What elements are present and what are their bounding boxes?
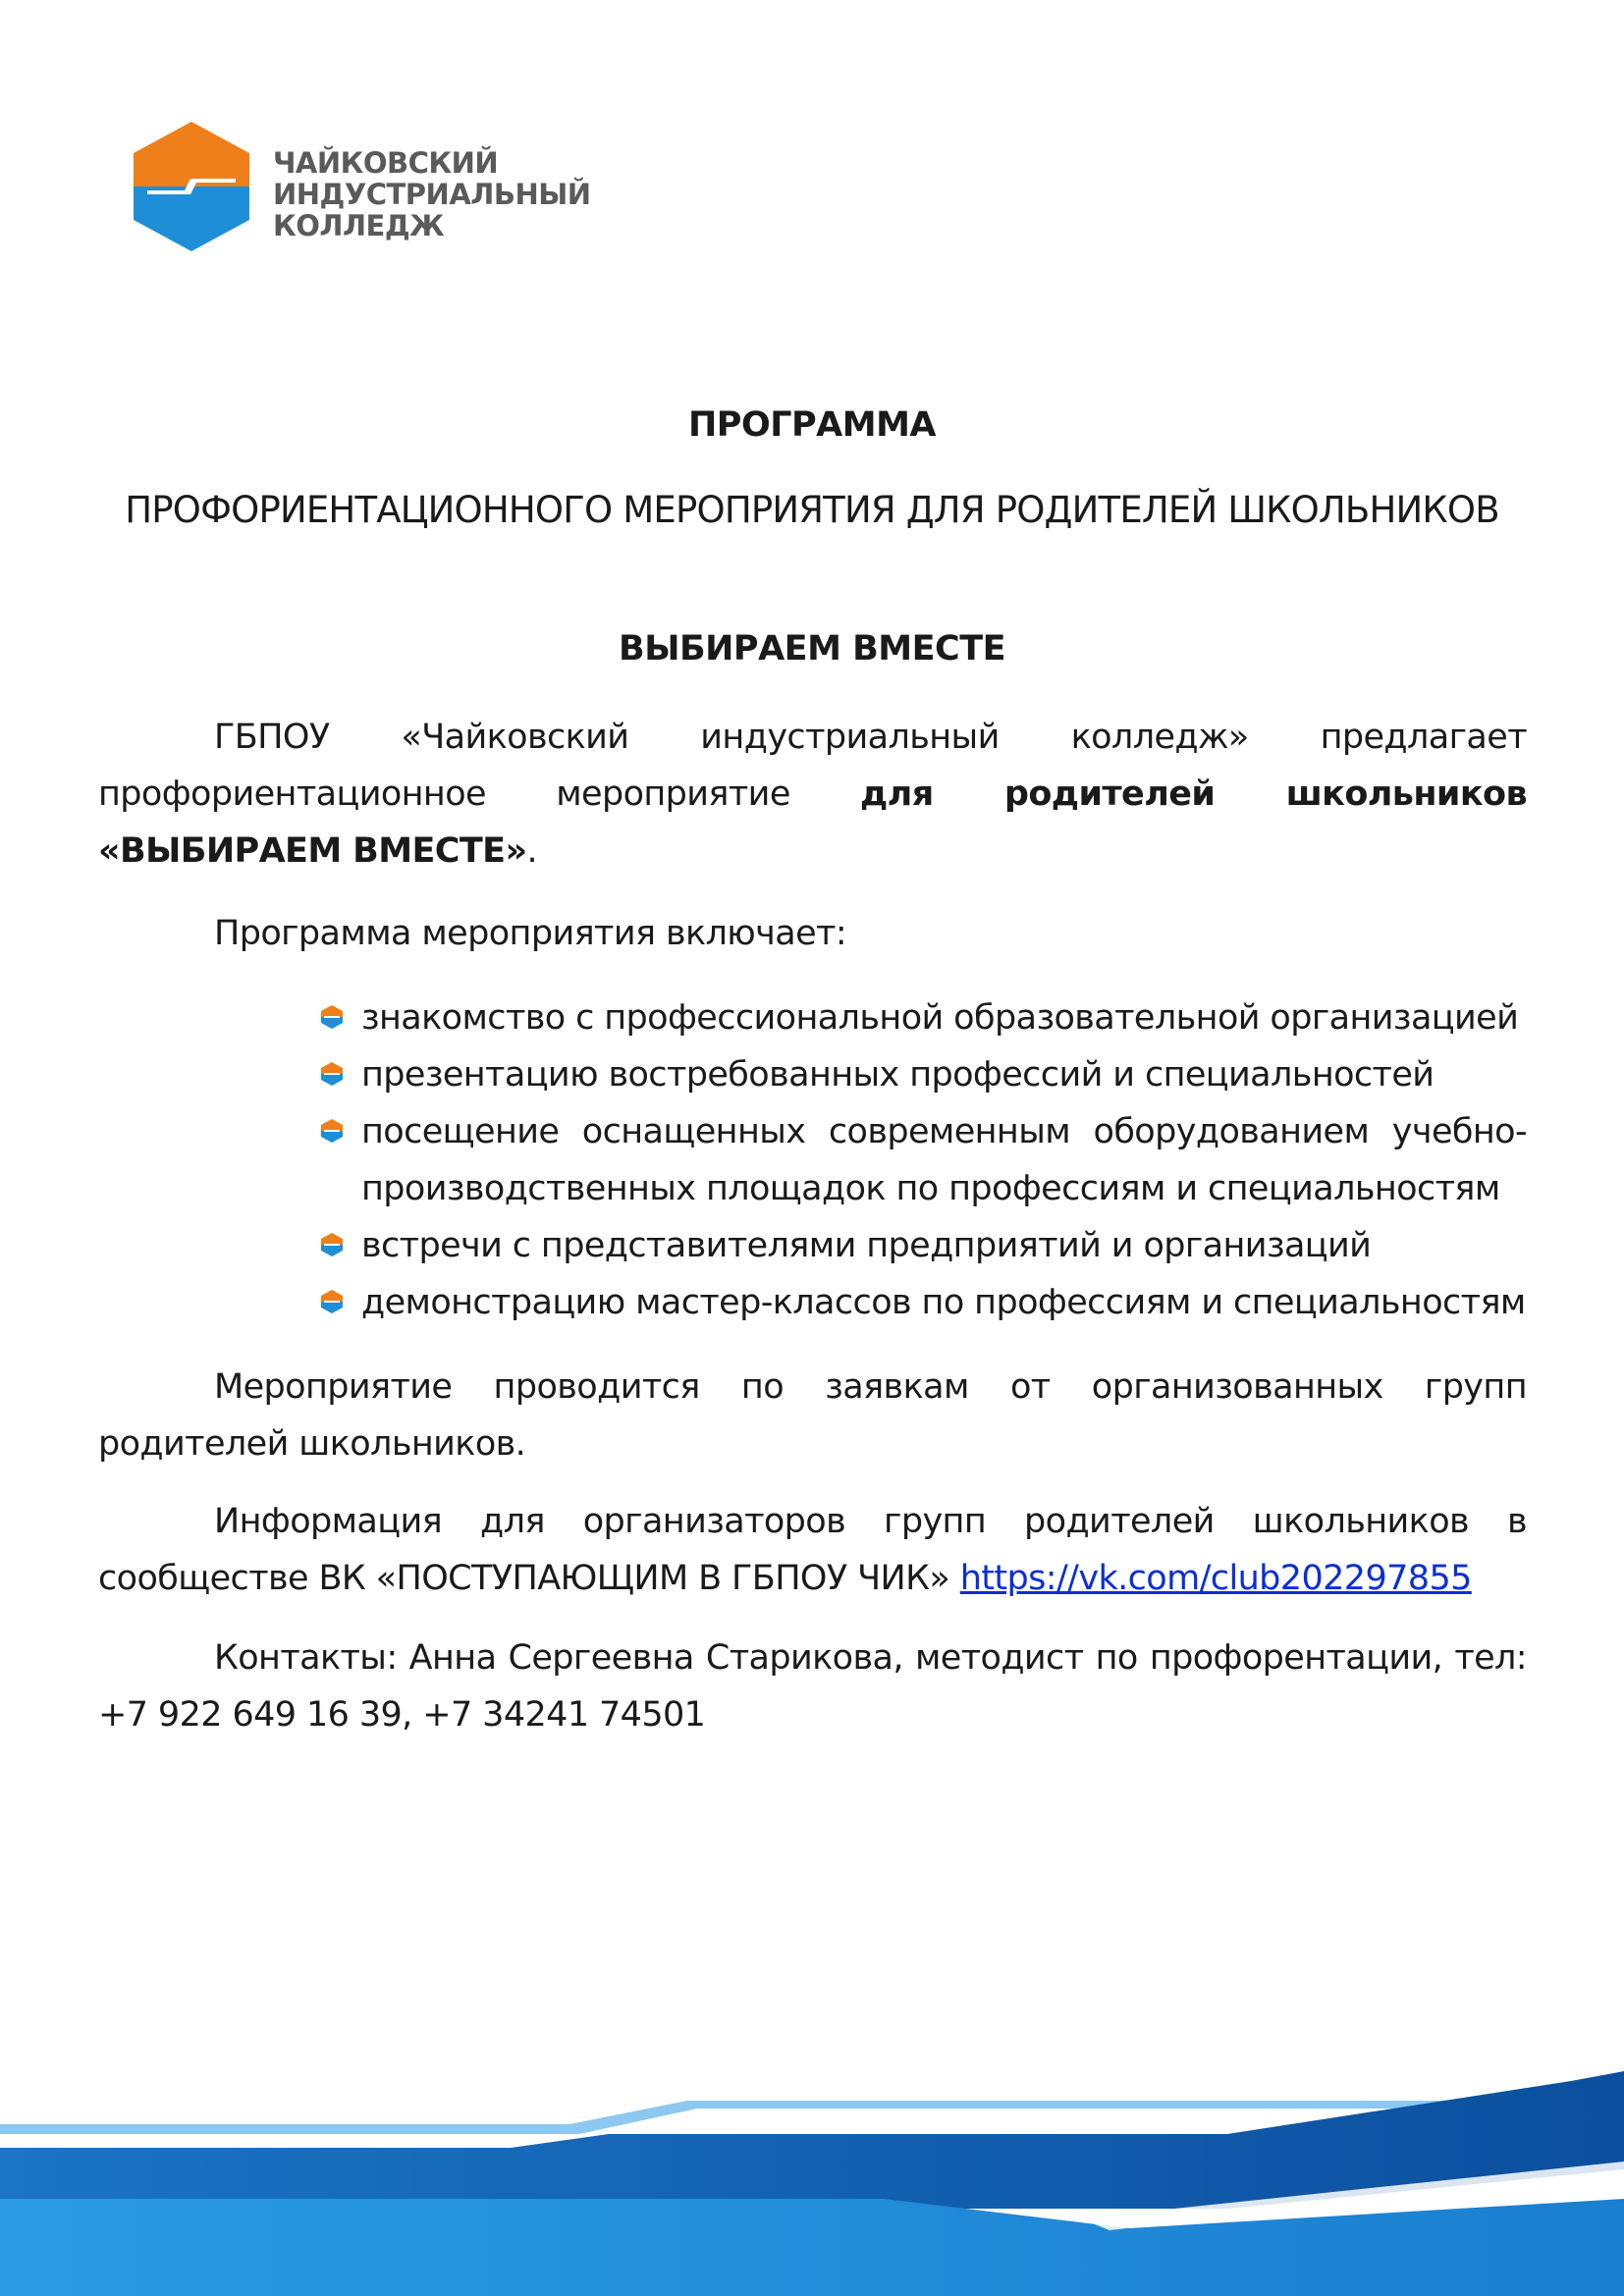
footer-wave-decoration	[0, 2052, 1624, 2296]
list-item-text: посещение оснащенных современным оборудованием учебно-производственных площадок по профессиям и специальностям	[361, 1112, 1527, 1208]
groups-note-text: Мероприятие проводится по заявкам от организованных групп родителей школьников.	[98, 1367, 1527, 1464]
college-logo-text	[273, 147, 591, 241]
logo-line-1: ЧАЙКОВСКИЙ	[273, 146, 499, 180]
contacts-text: Контакты: Анна Сергеевна Старикова, методист по профорентации, тел: +7 922 649 16 39, +7 34241 74501	[98, 1638, 1527, 1735]
hexagon-bullet-icon	[319, 1289, 345, 1314]
document-title: ПРОГРАММА	[688, 405, 936, 445]
college-logo	[128, 118, 591, 265]
program-intro-text: Программа мероприятия включает:	[214, 914, 847, 953]
list-item-text: демонстрацию мастер-классов по профессиям и специальностям	[361, 1283, 1526, 1322]
hexagon-bullet-icon	[319, 1061, 345, 1087]
info-text: Информация для организаторов групп родителей школьников в сообществе ВК «ПОСТУПАЮЩИМ В ГБПОУ ЧИК»	[98, 1502, 1527, 1598]
list-item-text: презентацию востребованных профессий и специальностей	[361, 1055, 1435, 1095]
program-list	[319, 989, 1527, 1331]
intro-paragraph	[98, 709, 1527, 880]
list-item	[319, 1103, 1527, 1217]
college-logo-hexagon-icon	[128, 118, 255, 255]
intro-end: .	[526, 831, 538, 871]
hexagon-bullet-icon	[319, 1232, 345, 1257]
logo-line-3: КОЛЛЕДЖ	[273, 209, 445, 242]
groups-note-paragraph	[98, 1359, 1527, 1472]
intro-bold-text: для родителей школьников «ВЫБИРАЕМ ВМЕСТЕ»	[98, 774, 1527, 871]
list-item	[319, 1274, 1527, 1331]
info-paragraph	[98, 1493, 1527, 1607]
program-intro	[98, 905, 1527, 962]
hexagon-bullet-icon	[319, 1118, 345, 1144]
intro-text: ГБПОУ «Чайковский индустриальный колледж» предлагает профориентационное мероприятие	[98, 718, 1527, 814]
logo-line-2: ИНДУСТРИАЛЬНЫЙ	[273, 178, 591, 211]
list-item	[319, 1217, 1527, 1274]
hexagon-bullet-icon	[319, 1004, 345, 1030]
list-item	[319, 1046, 1527, 1103]
event-name: ВЫБИРАЕМ ВМЕСТЕ	[619, 629, 1005, 668]
list-item-text: встречи с представителями предприятий и организаций	[361, 1226, 1372, 1265]
contacts-paragraph	[98, 1629, 1527, 1743]
list-item	[319, 989, 1527, 1046]
vk-community-link[interactable]: https://vk.com/club202297855	[959, 1559, 1472, 1598]
list-item-text: знакомство с профессиональной образовательной организацией	[361, 998, 1519, 1038]
document-subtitle: ПРОФОРИЕНТАЦИОННОГО МЕРОПРИЯТИЯ ДЛЯ РОДИТЕЛЕЙ ШКОЛЬНИКОВ	[125, 489, 1499, 531]
